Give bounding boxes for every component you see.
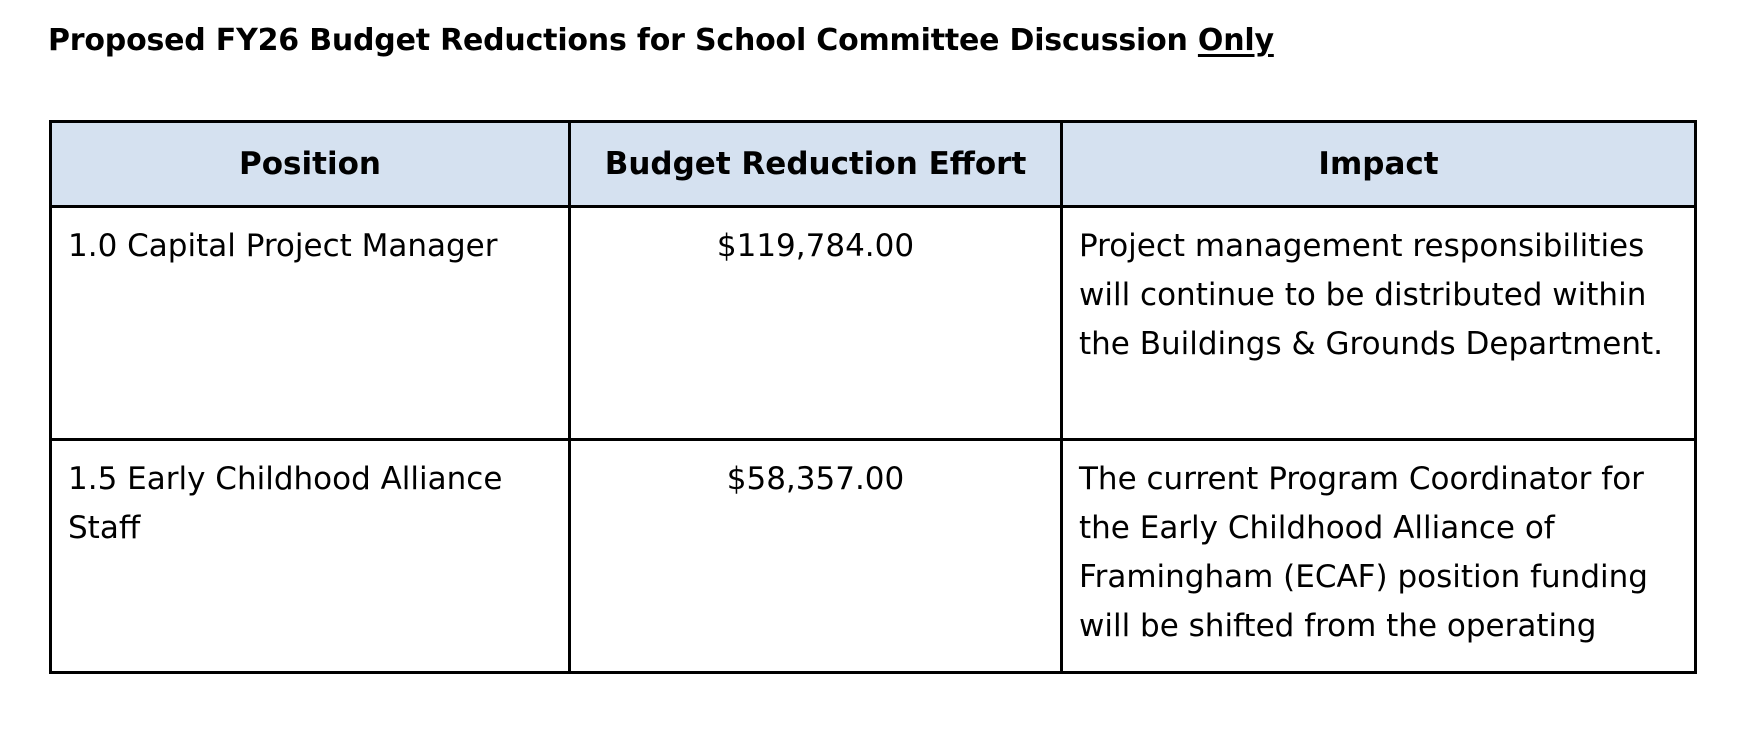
document-title-text: Proposed FY26 Budget Reductions for School Committee Discussion bbox=[48, 23, 1198, 58]
table-row bbox=[51, 440, 1696, 673]
table-header-row bbox=[51, 122, 1696, 207]
table-body bbox=[51, 207, 1696, 673]
header-position: Position bbox=[51, 122, 570, 207]
budget-reductions-table bbox=[49, 120, 1697, 674]
header-budget-reduction-effort: Budget Reduction Effort bbox=[570, 122, 1062, 207]
impact-cell: Project management responsibilities will continue to be distributed within the Buildings & Grounds Department. bbox=[1062, 207, 1696, 440]
header-impact: Impact bbox=[1062, 122, 1696, 207]
document-title bbox=[48, 18, 1274, 64]
impact-cell: The current Program Coordinator for the Early Childhood Alliance of Framingham (ECAF) position funding will be shifted from the operating bbox=[1062, 440, 1696, 673]
table-header bbox=[51, 122, 1696, 207]
document-title-emphasis: Only bbox=[1197, 23, 1274, 58]
position-cell: 1.5 Early Childhood Alliance Staff bbox=[51, 440, 570, 673]
table-row bbox=[51, 207, 1696, 440]
budget-reduction-cell: $58,357.00 bbox=[570, 440, 1062, 673]
budget-reduction-cell: $119,784.00 bbox=[570, 207, 1062, 440]
position-cell: 1.0 Capital Project Manager bbox=[51, 207, 570, 440]
